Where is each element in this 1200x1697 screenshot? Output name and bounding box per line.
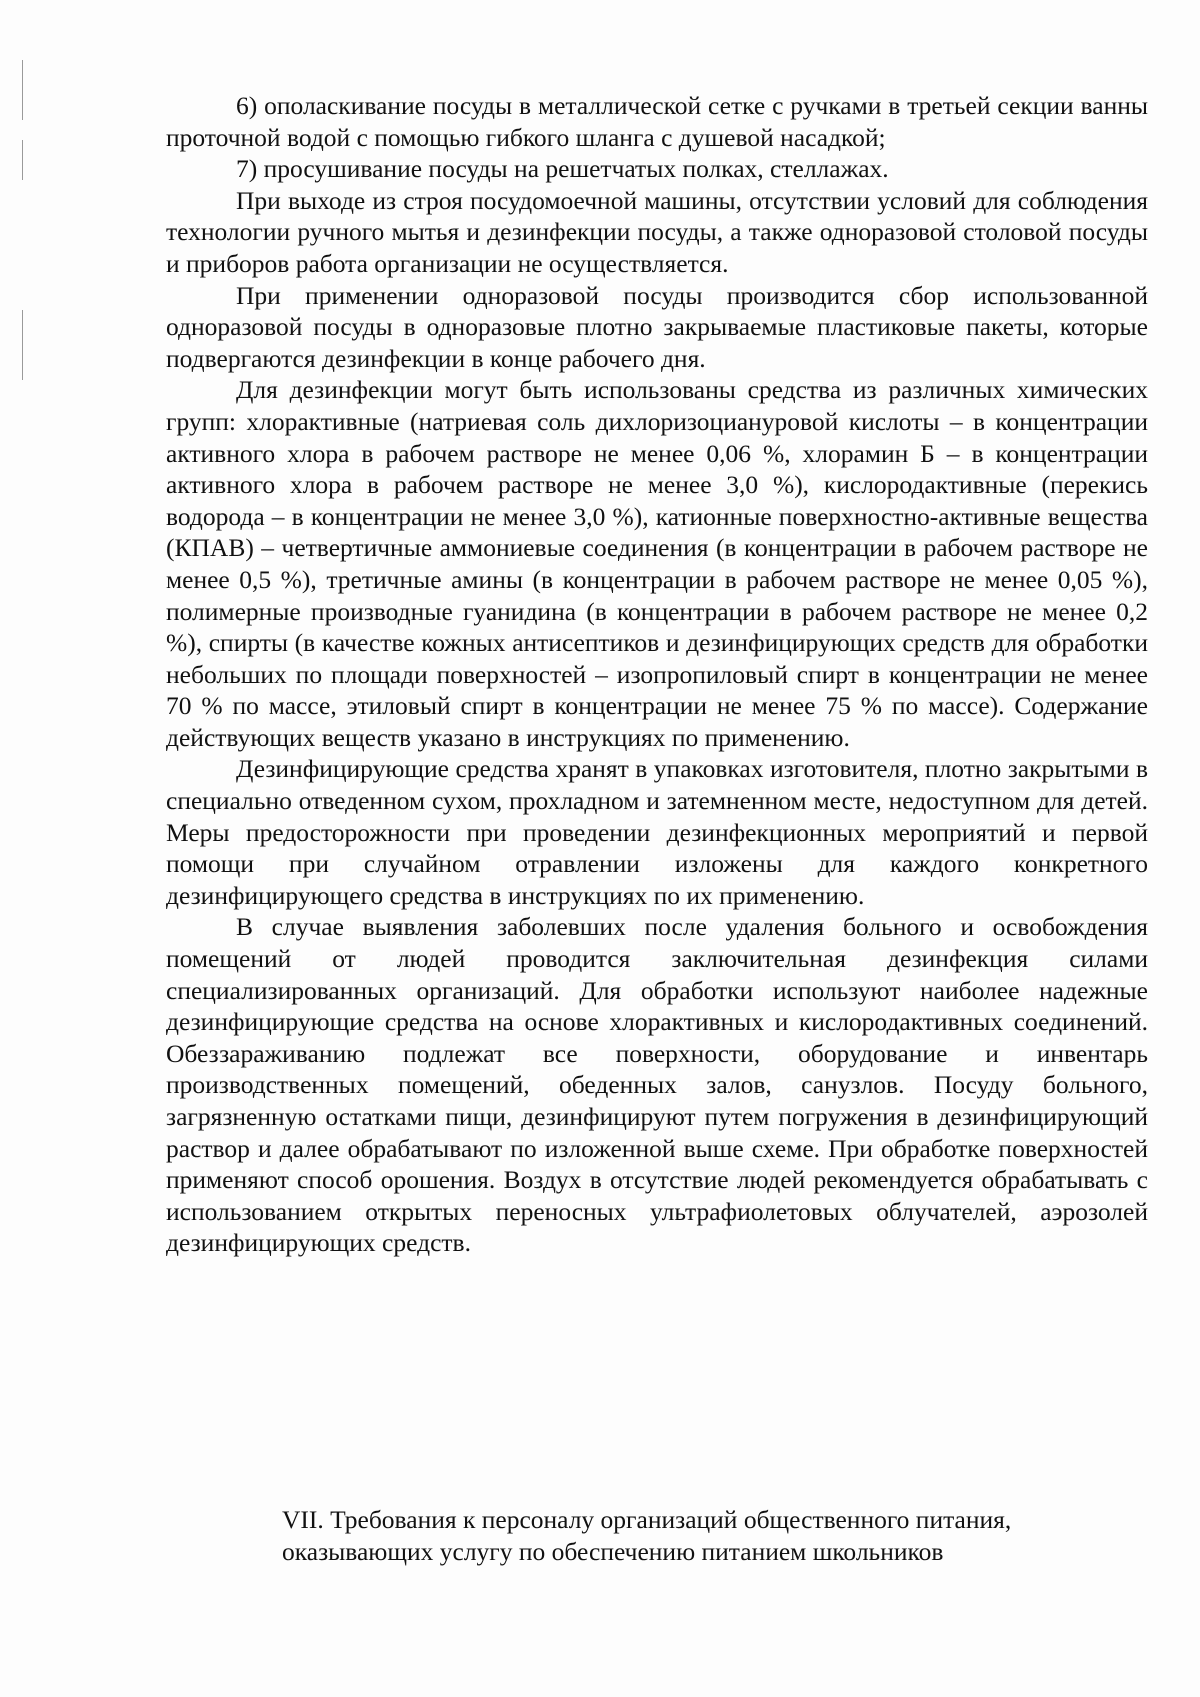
- paragraph-disinfectants: Для дезинфекции могут быть использованы средства из различных химических групп: хлорактивные (натриевая соль дихлоризоциануровой кислоты – в концентрации активного хлора в рабочем растворе не менее 0,06 %, хлорамин Б – в концентрации активного хлора в рабочем растворе не менее 3,0 %), кислородактивные (перекись водорода – в концентрации не менее 3,0 %), катионные поверхностно-активные вещества (КПАВ) – четвертичные аммониевые соединения (в концентрации в рабочем растворе не менее 0,5 %), третичные амины (в концентрации в рабочем растворе не менее 0,05 %), полимерные производные гуанидина (в концентрации в рабочем растворе не менее 0,2 %), спирты (в качестве кожных антисептиков и дезинфицирующих средств для обработки небольших по площади поверхностей – изопропиловый спирт в концентрации не менее 70 % по массе, этиловый спирт в концентрации не менее 75 % по массе). Содержание действующих веществ указано в инструкциях по применению.: [166, 375, 1148, 752]
- paragraph-disposable-dishes: При применении одноразовой посуды производится сбор использованной одноразовой посуды в одноразовые плотно закрываемые пластиковые пакеты, которые подвергаются дезинфекции в конце рабочего дня.: [166, 280, 1148, 373]
- list-item-6: 6) ополаскивание посуды в металлической сетке с ручками в третьей секции ванны проточной водой с помощью гибкого шланга с душевой насадкой;: [166, 91, 1148, 152]
- paragraph-dishwasher-failure: При выходе из строя посудомоечной машины, отсутствии условий для соблюдения технологии ручного мытья и дезинфекции посуды, а также одноразовой столовой посуды и приборов работа организации не осуществляется.: [166, 185, 1148, 278]
- paragraph-disinfectant-storage: Дезинфицирующие средства хранят в упаковках изготовителя, плотно закрытыми в специально отведенном сухом, прохладном и затемненном месте, недоступном для детей. Меры предосторожности при проведении дезинфекционных мероприятий и первой помощи при случайном отравлении изложены для каждого конкретного дезинфицирующего средства в инструкциях по их применению.: [166, 754, 1148, 910]
- binding-marks: [22, 60, 25, 360]
- paragraph-final-disinfection: В случае выявления заболевших после удаления больного и освобождения помещений от людей проводится заключительная дезинфекция силами специализированных организаций. Для обработки используют наиболее надежные дезинфицирующие средства на основе хлорактивных и кислородактивных соединений. Обеззараживанию подлежат все поверхности, оборудование и инвентарь производственных помещений, обеденных залов, санузлов. Посуду больного, загрязненную остатками пищи, дезинфицируют путем погружения в дезинфицирующий раствор и далее обрабатывают по изложенной выше схеме. При обработке поверхностей применяют способ орошения. Воздух в отсутствие людей рекомендуется обрабатывать с использованием открытых переносных ультрафиолетовых облучателей, аэрозолей дезинфицирующих средств.: [166, 912, 1148, 1258]
- section-heading-line-2: оказывающих услугу по обеспечению питанием школьников: [282, 1537, 944, 1566]
- list-item-7: 7) просушивание посуды на решетчатых полках, стеллажах.: [236, 154, 889, 184]
- document-body: [166, 90, 1148, 1259]
- section-heading: [282, 1504, 1142, 1568]
- section-heading-line-1: VII. Требования к персоналу организаций общественного питания,: [282, 1505, 1012, 1534]
